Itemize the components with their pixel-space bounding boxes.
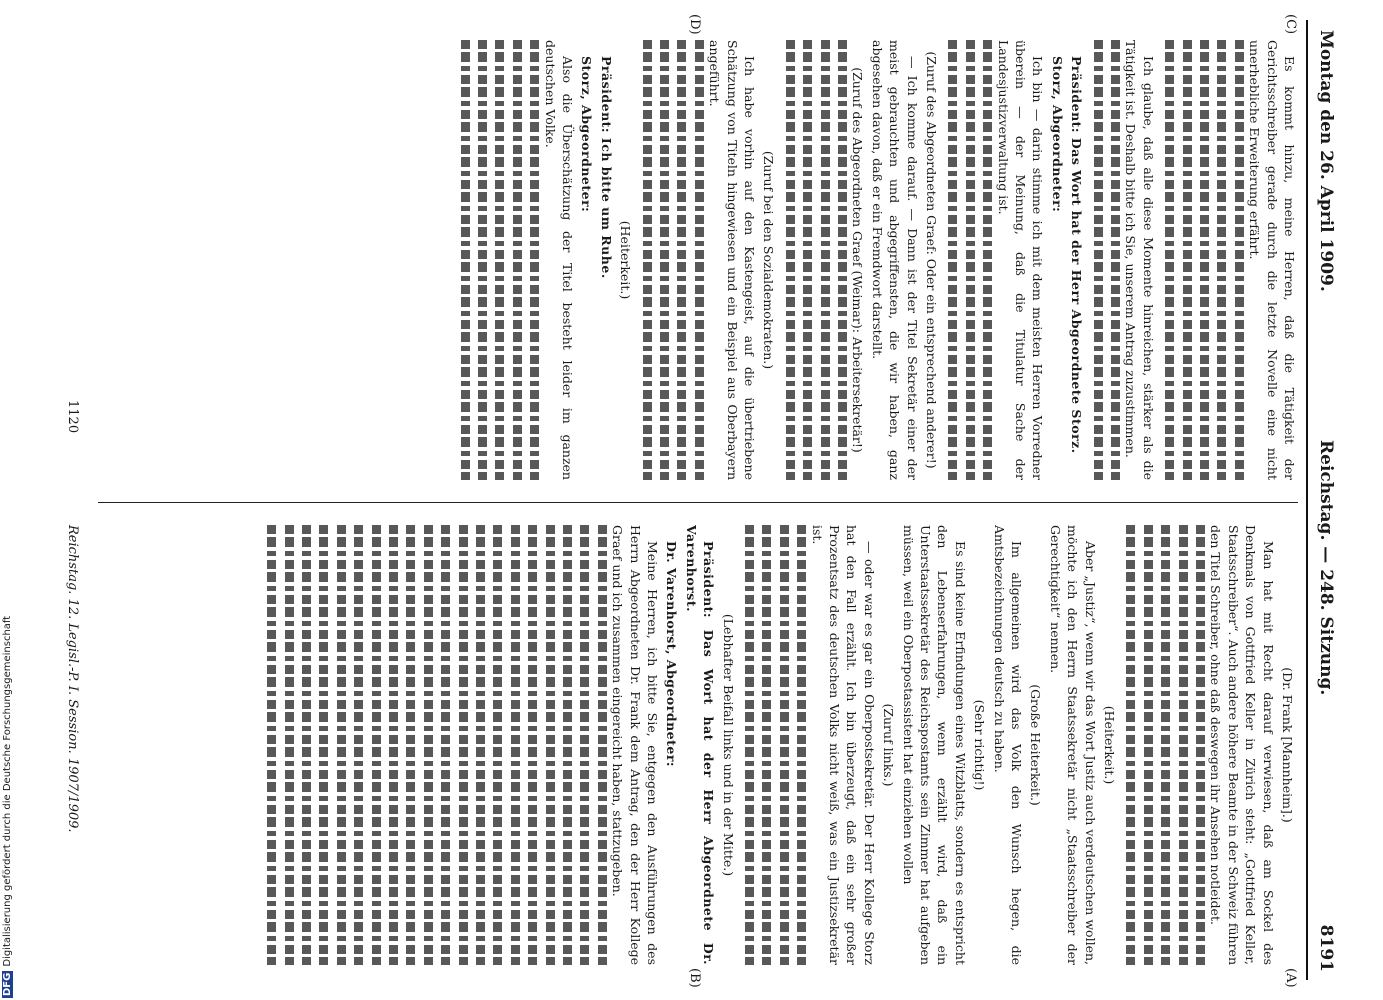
page-header [1306, 20, 1342, 980]
paragraph: Man hat mit Recht darauf verwiesen, daß am Sockel des Denkmals von Gottfried Keller in Zürich steht: „Gottfried Keller, Staatsschreiber“. Auch andere höhere Beamte in der Schweiz führen den Titel Schreiber, ohne daß deswegen ihr Ansehen notleidet. [1208, 525, 1276, 965]
rotated-page [42, 14, 1342, 988]
margin-marker-a: (A) [1283, 968, 1298, 988]
interjection: (Sehr richtig!) [972, 699, 988, 791]
paragraph: — Ich komme darauf. — Dann ist der Titel Sekretär einer der meist gebrauchten und abgegriffensten, die wir haben, ganz abgesehen davon, daß er ein Fremdwort darstellt. [869, 40, 920, 480]
funding-text: Digitalisierung gefördert durch die Deutsche Forschungsgemeinschaft [2, 615, 13, 967]
paragraph: Ich bin — darin stimme ich mit dem meisten Herren Vorredner überein — der Meinung, daß die Titulatur Sache der Landesjustizverwaltung ist. [995, 40, 1046, 480]
speaker-line: Storz, Abgeordneter: [579, 56, 595, 213]
paragraph: Ich glaube, daß alle diese Momente hinreichen, stärker als die Tätigkeit ist. Deshalb bitte ich Sie, unserem Antrag zuzustimmen. [1123, 40, 1156, 480]
margin-marker-d: (D) [687, 14, 702, 35]
interjection: (Große Heiterkeit.) [1028, 684, 1044, 806]
president-line: Präsident: Das Wort hat der Herr Abgeordnete Storz. [1069, 56, 1085, 454]
interjection: (Zuruf des Abgeordneten Graef (Weimar): Arbeitersekretär!) [850, 67, 866, 453]
right-text-column [98, 40, 1298, 480]
left-text-column [98, 525, 1298, 965]
funding-sidebar [2, 615, 16, 998]
funding-note [2, 616, 13, 998]
paragraph: Also die Überschätzung der Titel besteht leider im ganzen deutschen Volke. [542, 40, 576, 480]
speaker-intro: (Dr. Frank [Mannheim].) [1280, 667, 1295, 823]
president-line: Präsident: Das Wort hat der Herr Abgeordnete Dr. Varenhorst. [683, 525, 717, 965]
column-divider [98, 502, 1298, 503]
president-line: Präsident: Ich bitte um Ruhe. [598, 56, 614, 279]
interjection: (Zuruf bei den Sozialdemokraten.) [761, 150, 777, 370]
paragraph: Ich habe vorhin auf den Kastengeist, auf die übertriebene Schätzung von Titeln hingewiesen und ein Beispiel aus Oberbayern angeführt. [707, 40, 758, 480]
paragraph: Es kommt hinzu, meine Herren, daß die Tätigkeit der Gerichtsschreiber gerade durch die letzte Novelle eine nicht unerhebliche Erweiterung erfährt. [1247, 40, 1297, 480]
speaker-line: Dr. Varenhorst, Abgeordneter: [664, 541, 680, 768]
page-footer-session: Reichstag. 12. Legisl.-P. I. Session. 1907/1909. [65, 525, 80, 833]
interjection: (Lebhafter Beifall links und in der Mitte.) [720, 613, 736, 877]
paragraph: — oder war es gar ein Oberpostsekretär. Der Herr Kollege Storz hat den Fall erzählt. Ich bin überzeugt, daß ein sehr großer Prozentsatz des deutschen Volks nicht weiß, was ein Justizsekretär ist. [809, 525, 877, 965]
interjection: (Zuruf des Abgeordneten Graef: Oder ein entsprechend anderer!) [924, 51, 940, 469]
interjection: (Heiterkeit.) [618, 220, 634, 300]
dfg-logo: DFG [2, 972, 13, 996]
interjection: (Heiterkeit.) [1102, 705, 1118, 785]
paragraph: Im allgemeinen wird das Volk den Wunsch hegen, die Amtsbezeichnungen deutsch zu haben. [991, 525, 1024, 965]
margin-marker-c: (C) [1283, 14, 1298, 35]
paragraph: Aber „Justiz“, wenn wir das Wort Justiz auch verdeutschen wollen, möchte ich den Herrn Staatssekretär nicht „Staatsschreiber der Gerechtigkeit“ nennen. [1047, 525, 1098, 965]
speaker-line: Storz, Abgeordneter: [1049, 56, 1065, 213]
header-date: Montag den 26. April 1909. [1316, 30, 1336, 292]
margin-marker-b: (B) [687, 968, 702, 988]
paragraph: Meine Herren, ich bitte Sie, entgegen den Ausführungen des Herrn Abgeordneten Dr. Frank dem Antrag, den der Herr Kollege Graef und ich zusammen eingereicht haben, stattzugeben. [610, 525, 660, 965]
header-page-number: 8191 [1316, 924, 1336, 972]
paragraph: Es sind keine Erfindungen eines Witzblatts, sondern es entspricht den Lebenserfahrungen, wenn erzählt wird, daß ein Unterstaatssekretär des Reichspostamts sein Zimmer hat aufgeben müssen, weil ein Oberpostassistent hat einziehen wollen [900, 525, 968, 965]
header-title: Reichstag. — 248. Sitzung. [1316, 440, 1336, 696]
page-footer-number: 1120 [65, 400, 80, 434]
interjection: (Zuruf links.) [881, 703, 897, 787]
